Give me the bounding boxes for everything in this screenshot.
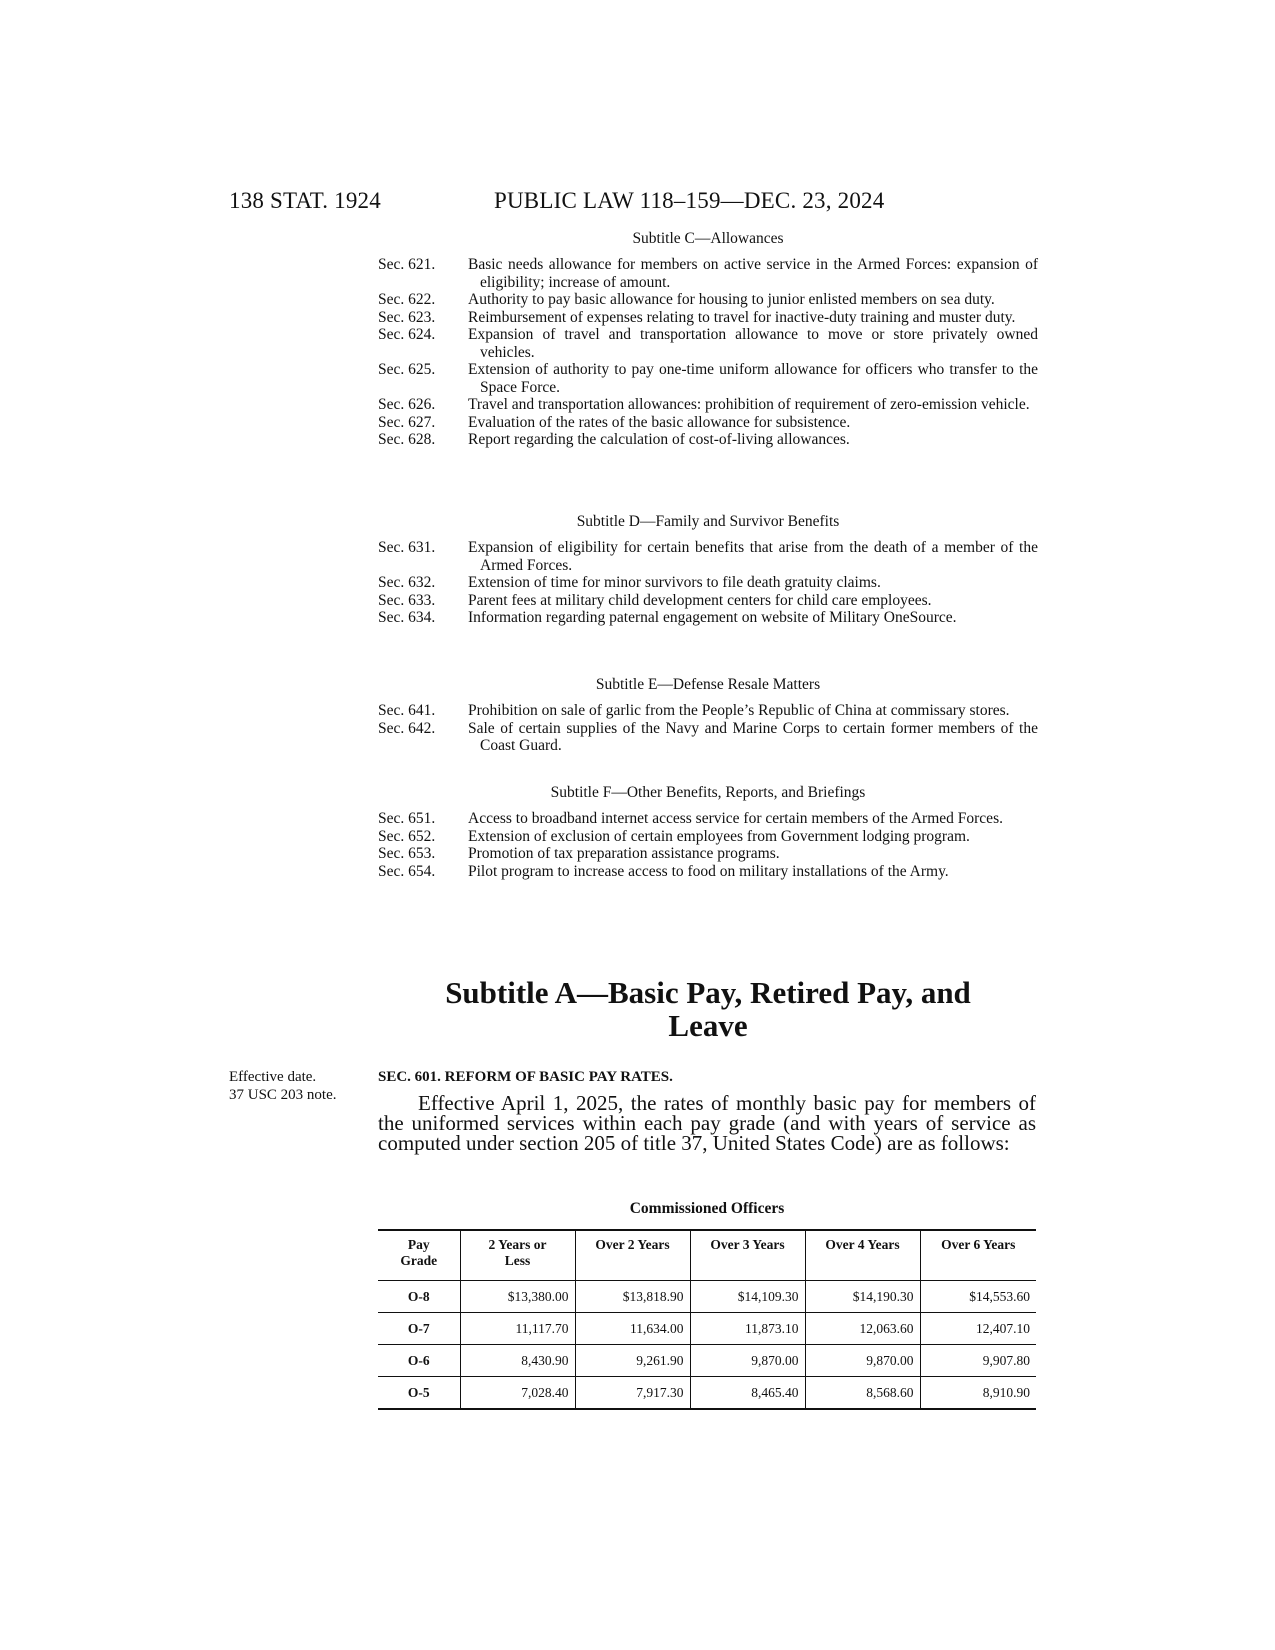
toc-section-item: Sec. 623. Reimbursement of expenses relating to travel for inactive-duty training and muster duty. xyxy=(378,308,1016,326)
table-cell: 12,063.60 xyxy=(805,1313,920,1345)
toc-section-item: Sec. 632. Extension of time for minor survivors to file death gratuity claims. xyxy=(378,574,881,591)
table-cell: 9,261.90 xyxy=(575,1345,690,1377)
table-header-row xyxy=(378,1230,1036,1281)
table-cell: 9,870.00 xyxy=(690,1345,805,1377)
table-cell: $14,553.60 xyxy=(920,1281,1036,1313)
column-header: 2 Years or Less xyxy=(460,1230,575,1281)
table-row xyxy=(378,1377,1036,1410)
table-cell: 7,917.30 xyxy=(575,1377,690,1410)
table-row xyxy=(378,1313,1036,1345)
toc-section-item: Sec. 628. Report regarding the calculation of cost-of-living allowances. xyxy=(378,431,850,448)
table-cell: O-8 xyxy=(378,1281,460,1313)
page-header xyxy=(229,188,919,218)
toc-subtitle-d xyxy=(378,513,1038,531)
toc-section-item: Sec. 634. Information regarding paternal engagement on website of Military OneSource. xyxy=(378,609,957,626)
toc-subtitle-f xyxy=(378,784,1038,802)
margin-note xyxy=(229,1069,337,1104)
toc-subtitle-heading: Subtitle D—Family and Survivor Benefits xyxy=(576,513,840,530)
table-cell: 8,910.90 xyxy=(920,1377,1036,1410)
toc-subtitle-c-sections xyxy=(378,256,1038,449)
toc-section-item: Sec. 652. Extension of exclusion of certain employees from Government lodging program. xyxy=(378,827,970,845)
toc-subtitle-c xyxy=(378,230,1038,248)
table-cell: 7,028.40 xyxy=(460,1377,575,1410)
table-row xyxy=(378,1345,1036,1377)
table-cell: 9,870.00 xyxy=(805,1345,920,1377)
subtitle-a-heading-line1: Subtitle A—Basic Pay, Retired Pay, and xyxy=(445,975,971,1010)
subtitle-a-heading xyxy=(378,976,1038,1042)
toc-subtitle-heading: Subtitle C—Allowances xyxy=(632,230,784,247)
toc-section-item: Sec. 641. Prohibition on sale of garlic from the People’s Republic of China at commissary stores. xyxy=(378,702,1010,719)
toc-section-item: Sec. 651. Access to broadband internet access service for certain members of the Armed Forces. xyxy=(378,810,1003,827)
pay-table-title: Commissioned Officers xyxy=(629,1200,785,1217)
column-header: Pay Grade xyxy=(378,1230,460,1281)
toc-section-item: Sec. 642. Sale of certain supplies of the Navy and Marine Corps to certain former members of the Coast Guard. xyxy=(378,719,1038,754)
table-cell: 11,117.70 xyxy=(460,1313,575,1345)
table-row xyxy=(378,1281,1036,1313)
toc-subtitle-heading: Subtitle E—Defense Resale Matters xyxy=(595,676,821,693)
toc-subtitle-e-sections xyxy=(378,702,1038,755)
margin-note-effective-date: Effective date. xyxy=(229,1069,317,1085)
table-cell: $14,190.30 xyxy=(805,1281,920,1313)
column-header: Over 2 Years xyxy=(575,1230,690,1281)
toc-section-item: Sec. 633. Parent fees at military child development centers for child care employees. xyxy=(378,591,932,609)
table-cell: 11,873.10 xyxy=(690,1313,805,1345)
column-header: Over 4 Years xyxy=(805,1230,920,1281)
law-title-date: PUBLIC LAW 118–159—DEC. 23, 2024 xyxy=(494,188,885,213)
toc-subtitle-heading: Subtitle F—Other Benefits, Reports, and Briefings xyxy=(550,784,866,801)
table-cell: $14,109.30 xyxy=(690,1281,805,1313)
toc-section-item: Sec. 653. Promotion of tax preparation assistance programs. xyxy=(378,845,780,862)
table-cell: 11,634.00 xyxy=(575,1313,690,1345)
toc-section-item: Sec. 621. Basic needs allowance for members on active service in the Armed Forces: expansion of eligibility; increase of amount. xyxy=(378,256,1038,291)
toc-section-item: Sec. 631. Expansion of eligibility for certain benefits that arise from the death of a member of the Armed Forces. xyxy=(378,539,1038,574)
toc-section-item: Sec. 624. Expansion of travel and transportation allowance to move or store privately owned vehicles. xyxy=(378,326,1038,361)
toc-section-item: Sec. 654. Pilot program to increase access to food on military installations of the Army. xyxy=(378,862,949,880)
toc-section-item: Sec. 626. Travel and transportation allowances: prohibition of requirement of zero-emission vehicle. xyxy=(378,396,1030,413)
table-cell: $13,818.90 xyxy=(575,1281,690,1313)
table-cell: 9,907.80 xyxy=(920,1345,1036,1377)
subtitle-a-heading-line2: Leave xyxy=(668,1008,748,1043)
table-cell: 8,465.40 xyxy=(690,1377,805,1410)
table-cell: O-6 xyxy=(378,1345,460,1377)
toc-section-item: Sec. 622. Authority to pay basic allowance for housing to junior enlisted members on sea duty. xyxy=(378,291,995,308)
toc-section-item: Sec. 627. Evaluation of the rates of the basic allowance for subsistence. xyxy=(378,413,851,431)
section-601-heading: SEC. 601. REFORM OF BASIC PAY RATES. xyxy=(378,1069,673,1085)
toc-subtitle-e xyxy=(378,676,1038,694)
section-601-body: Effective April 1, 2025, the rates of monthly basic pay for members of the uniformed services within each pay grade (and with years of service as computed under section 205 of title 37, United States Code) are as follows: xyxy=(378,1091,1036,1155)
table-cell: 12,407.10 xyxy=(920,1313,1036,1345)
stat-page-number: 138 STAT. 1924 xyxy=(229,188,381,213)
toc-section-item: Sec. 625. Extension of authority to pay one-time uniform allowance for officers who transfer to the Space Force. xyxy=(378,361,1038,396)
pay-rate-table xyxy=(378,1229,1036,1410)
table-cell: 8,568.60 xyxy=(805,1377,920,1410)
table-cell: $13,380.00 xyxy=(460,1281,575,1313)
margin-note-usc-citation: 37 USC 203 note. xyxy=(229,1086,337,1103)
column-header: Over 6 Years xyxy=(920,1230,1036,1281)
table-cell: 8,430.90 xyxy=(460,1345,575,1377)
table-cell: O-7 xyxy=(378,1313,460,1345)
toc-subtitle-d-sections xyxy=(378,539,1038,627)
column-header: Over 3 Years xyxy=(690,1230,805,1281)
table-cell: O-5 xyxy=(378,1377,460,1410)
toc-subtitle-f-sections xyxy=(378,810,1038,880)
